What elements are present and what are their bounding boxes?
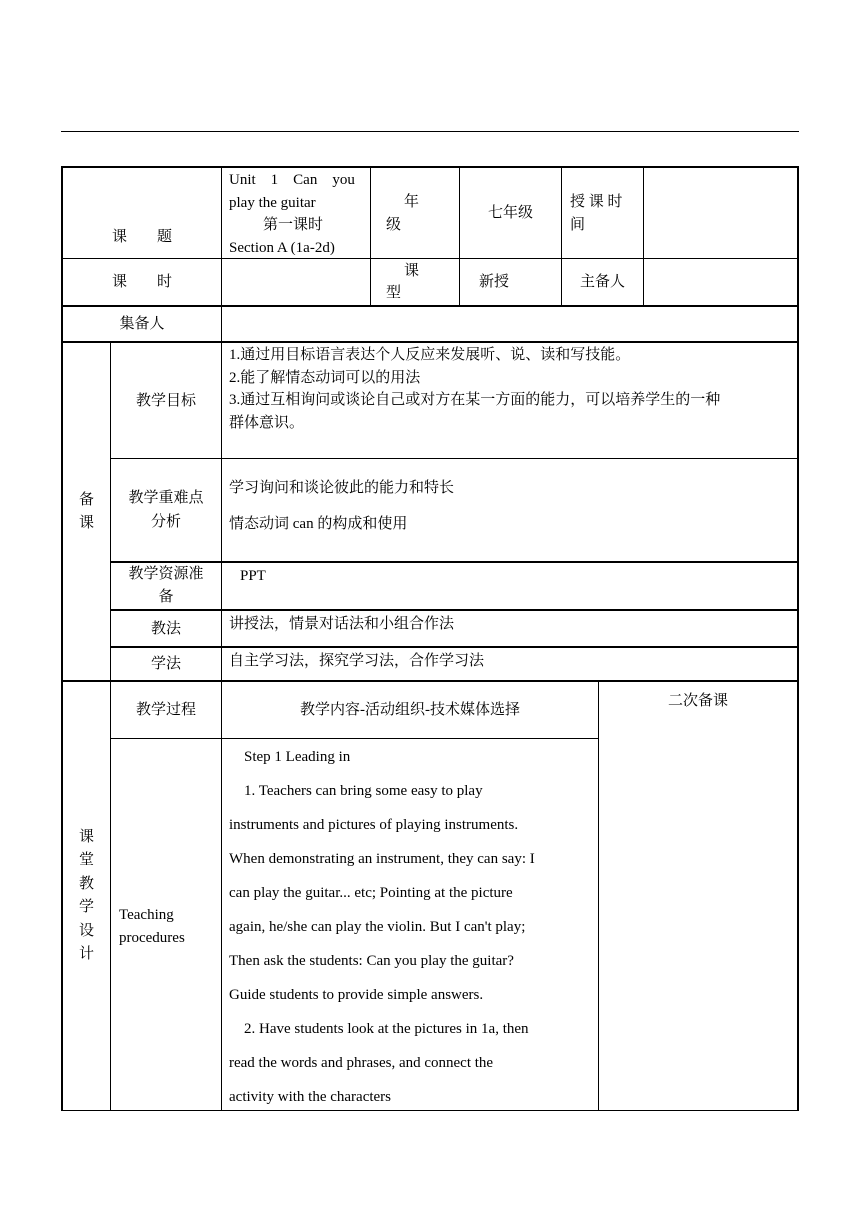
main-preparer-label-cell [562,259,643,305]
step-line: When demonstrating an instrument, they can say: I [229,851,535,867]
collective-label-cell [63,307,221,341]
topic-value-cell [229,169,369,259]
design-side-char: 设 [78,922,94,939]
key-points-label: 教学重难点 [128,490,204,506]
table-border-right [797,166,799,1111]
resource-value-cell [240,565,266,587]
type-value-cell [460,259,528,305]
col-divider [598,681,599,1111]
procedures-label: procedures [119,930,185,946]
procedures-label-cell [119,904,185,950]
design-side-char: 课 [78,828,94,845]
key-points-label: 分析 [150,514,181,530]
learning-method-label: 学法 [150,656,181,672]
collective-value-cell [222,307,797,341]
design-side-char: 学 [78,899,94,915]
key-point-item: 情态动词 can 的构成和使用 [229,516,408,532]
step-line: activity with the characters [229,1089,392,1105]
main-preparer-label: 主备人 [579,274,625,290]
step-line: Then ask the students: Can you play the guitar? [229,953,514,969]
procedures-label: Teaching [119,907,174,923]
prep-side-char: 课 [78,514,94,531]
grade-value-cell [460,168,561,258]
period-value-cell [222,259,370,305]
goal-item: 3.通过互相询问或谈论自己或对方在某一方面的能力，可以培养学生的一种 [229,392,721,408]
step-line: read the words and phrases, and connect the [229,1055,494,1071]
grade-value: 七年级 [487,205,533,221]
topic-label: 课 题 [111,229,172,245]
col-divider [370,166,371,306]
resource-value: PPT [240,568,266,584]
step-line: instruments and pictures of playing instruments. [229,817,519,833]
design-side-char: 堂 [78,852,94,868]
learning-method-value: 自主学习法，探究学习法，合作学习法 [229,653,485,669]
row-divider [110,738,598,739]
key-points-list [229,470,795,542]
teaching-method-value-cell [229,613,454,635]
goals-list [229,344,795,434]
goal-item: 2.能了解情态动词可以的用法 [229,369,421,386]
time-label: 间 [570,217,586,233]
step-line: Step 1 Leading in [229,749,351,765]
type-label: 课 [404,263,420,279]
learning-method-value-cell [229,650,484,672]
grade-label-cell [386,191,419,237]
prep-side-char: 备 [78,491,94,508]
grade-label: 年 [404,194,420,210]
key-point-item: 学习询问和谈论彼此的能力和特长 [229,480,455,496]
goal-item: 群体意识。 [229,414,305,431]
step-line: 1. Teachers can bring some easy to play [229,783,483,799]
topic-line: Section A (1a-2d) [229,239,335,256]
topic-label-cell [63,168,221,258]
teaching-method-value: 讲授法，情景对话法和小组合作法 [229,616,455,632]
type-value: 新授 [478,274,509,290]
goal-item: 1.通过用目标语言表达个人反应来发展听、说、读和写技能。 [229,347,631,363]
resource-label: 教学资源准 [128,566,204,582]
step-line: again, he/she can play the violin. But I can't play; [229,919,526,935]
procedure-steps [229,740,594,1114]
period-label-cell [63,259,221,305]
design-side-char: 计 [78,946,94,962]
topic-line: 第一课时 [263,217,324,233]
resource-label: 备 [158,589,174,605]
learning-method-label-cell [111,648,221,680]
type-label-cell [386,260,419,304]
topic-line: Unit 1 Can you [229,172,355,188]
teaching-method-label-cell [111,611,221,646]
resource-label-cell [111,563,221,609]
process-header: 教学过程 [135,702,196,718]
header-rule [61,131,799,132]
collective-label: 集备人 [119,316,165,332]
topic-line: play the guitar [229,194,316,211]
process-header-cell [111,682,221,738]
time-value-cell [644,168,797,258]
prep-side-label [63,343,110,680]
period-label: 课 时 [111,274,172,290]
main-preparer-value-cell [644,259,797,305]
second-prep-header: 二次备课 [667,693,728,709]
content-header-cell [222,682,598,738]
second-prep-header-cell [599,690,797,712]
teaching-method-label: 教法 [150,620,181,637]
content-header: 教学内容-活动组织-技术媒体选择 [300,702,520,718]
grade-label: 级 [386,217,402,233]
type-label: 型 [386,285,402,301]
time-label: 授 课 时 [570,194,623,210]
step-line: 2. Have students look at the pictures in 1a, then [229,1021,529,1037]
goals-label: 教学目标 [135,392,196,409]
design-side-char: 教 [78,875,94,892]
time-label-cell [570,191,623,237]
step-line: Guide students to provide simple answers. [229,987,484,1003]
goals-label-cell [111,343,221,458]
step-line: can play the guitar... etc; Pointing at the picture [229,885,513,901]
design-side-label [63,682,110,1110]
key-points-label-cell [111,459,221,561]
